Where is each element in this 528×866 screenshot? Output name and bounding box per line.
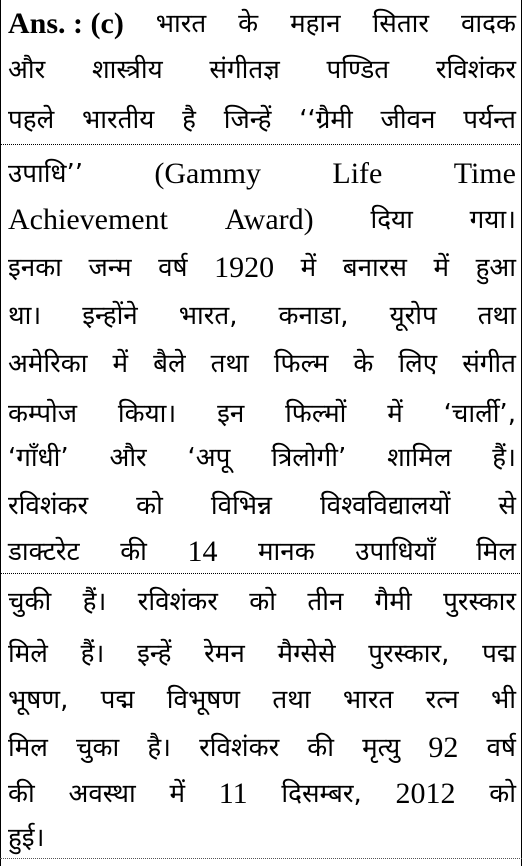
text-word: (Gammy — [154, 157, 262, 190]
text-word: फिल्मों — [285, 399, 347, 429]
text-word: है — [182, 105, 196, 135]
dotted-divider — [0, 144, 522, 145]
text-word: अवस्था — [68, 779, 136, 809]
text-word: पुरस्कार, — [368, 639, 450, 669]
text-line — [8, 196, 516, 244]
text-word: की — [8, 779, 35, 809]
text-word: जन्म — [88, 253, 132, 283]
text-word: चुका — [76, 733, 120, 763]
text-word: था। — [8, 301, 42, 331]
text-word: भारत — [155, 9, 207, 39]
text-line — [8, 676, 516, 724]
text-word: हैं। — [80, 639, 105, 669]
text-word: तथा — [477, 301, 516, 331]
text-word: किया। — [117, 399, 177, 429]
text-line — [8, 630, 516, 678]
text-word: कम्पोज — [8, 399, 78, 429]
text-word: लिए — [398, 349, 438, 379]
text-line — [8, 578, 516, 626]
text-word: पण्डित — [326, 55, 390, 85]
text-word: में — [112, 349, 129, 379]
text-word: हैं। — [82, 587, 107, 617]
text-word: संगीत — [462, 349, 516, 379]
text-word: Time — [453, 157, 516, 190]
text-word: बैले — [153, 349, 186, 379]
text-line — [8, 434, 516, 482]
text-word: कनाडा, — [278, 301, 349, 331]
text-word: के — [238, 9, 259, 39]
text-word: रत्न — [425, 685, 459, 715]
text-word: की — [120, 537, 147, 567]
text-word: पद्म — [100, 685, 135, 715]
text-word: तथा — [272, 685, 311, 715]
text-word: विश्वविद्यालयों — [319, 491, 451, 521]
text-word: यूरोप — [389, 301, 437, 331]
text-word: रविशंकर — [435, 55, 516, 85]
text-word: डाक्टरेट — [8, 537, 80, 567]
text-word: विभिन्न — [210, 491, 272, 521]
text-word: तथा — [210, 349, 249, 379]
text-line — [8, 292, 516, 340]
text-word: भारत — [342, 685, 394, 715]
text-word: रविशंकर — [8, 491, 89, 521]
text-word: मृत्यु — [362, 733, 401, 763]
text-word: पुरस्कार — [443, 587, 516, 617]
text-line — [8, 0, 516, 48]
text-word: विभूषण — [166, 685, 241, 715]
text-word: जीवन — [380, 105, 436, 135]
text-word: मिले — [8, 639, 48, 669]
text-word: Achievement — [8, 203, 168, 236]
text-word: भारत, — [178, 301, 238, 331]
text-word: से — [498, 491, 516, 521]
text-word: उपाधियाँ — [355, 537, 436, 567]
text-word: 2012 — [395, 777, 456, 810]
text-line — [8, 482, 516, 530]
text-word: त्रिलोगी’ — [271, 443, 347, 473]
text-word: और — [8, 55, 46, 85]
text-line — [8, 528, 516, 576]
text-word: में — [387, 399, 403, 429]
text-word: 92 — [428, 731, 459, 764]
text-word: की — [307, 733, 334, 763]
text-word: फिल्म — [273, 349, 329, 379]
text-word: शामिल — [387, 443, 452, 473]
text-word: दिसम्बर, — [281, 779, 362, 809]
text-word: अमेरिका — [8, 349, 88, 379]
text-line — [8, 244, 516, 292]
text-word: ‘चार्ली’, — [443, 399, 516, 429]
text-word: ‘गाँधी’ — [8, 443, 69, 473]
text-word: मिल — [8, 733, 48, 763]
text-word: महान — [290, 9, 341, 39]
text-word: गैमी — [374, 587, 412, 617]
text-line — [8, 150, 516, 198]
text-word: रविशंकर — [137, 587, 218, 617]
text-word: 11 — [218, 777, 248, 810]
text-word: हुई। — [8, 823, 45, 853]
text-word: जिन्हें — [223, 105, 272, 135]
text-word: इनका — [8, 253, 62, 283]
text-word: और — [109, 443, 147, 473]
text-word: के — [353, 349, 374, 379]
text-word: पहले — [8, 105, 55, 135]
text-word: में — [433, 253, 450, 283]
text-word: 1920 — [214, 251, 275, 284]
text-word: हुआ — [475, 253, 516, 283]
text-word: तीन — [307, 587, 344, 617]
text-word: हैं। — [492, 443, 516, 473]
text-word: शास्त्रीय — [91, 55, 163, 85]
text-word: पद्म — [482, 639, 516, 669]
text-word: ‘‘ग्रैमी — [299, 105, 353, 135]
text-word: इन — [217, 399, 245, 429]
text-word: को — [489, 779, 516, 809]
text-line — [8, 46, 516, 94]
text-line — [8, 814, 516, 862]
text-word: ‘अपू — [187, 443, 231, 473]
text-line — [8, 724, 516, 772]
text-word: इन्हें — [137, 639, 172, 669]
text-word: है। — [147, 733, 171, 763]
text-word: मैग्सेसे — [277, 639, 336, 669]
text-word: मानक — [258, 537, 315, 567]
text-line — [8, 390, 516, 438]
text-word: पर्यन्त — [463, 105, 516, 135]
text-word: वर्ष — [158, 253, 188, 283]
text-word: में — [300, 253, 317, 283]
text-word: वर्ष — [486, 733, 516, 763]
text-word: गया। — [469, 205, 516, 235]
text-word: सितार — [372, 9, 430, 39]
text-word: Life — [332, 157, 383, 190]
text-word: रविशंकर — [199, 733, 280, 763]
text-word: बनारस — [342, 253, 407, 283]
text-word: उपाधि’’ — [8, 159, 84, 189]
text-word: को — [136, 491, 163, 521]
text-word: दिया — [370, 205, 413, 235]
text-line — [8, 340, 516, 388]
text-word: मिल — [476, 537, 516, 567]
text-word: संगीतज्ञ — [209, 55, 280, 85]
text-line — [8, 96, 516, 144]
text-word: 14 — [187, 535, 218, 568]
text-word: भी — [490, 685, 516, 715]
answer-label: Ans. : (c) — [8, 7, 124, 40]
text-word: भारतीय — [82, 105, 155, 135]
text-word: रेमन — [204, 639, 245, 669]
text-word: वादक — [460, 9, 516, 39]
text-word: भूषण, — [8, 685, 69, 715]
text-word: चुकी — [8, 587, 52, 617]
text-word: इन्होंने — [82, 301, 138, 331]
text-word: को — [249, 587, 276, 617]
text-word: में — [169, 779, 186, 809]
text-line — [8, 770, 516, 818]
text-word: Award) — [224, 203, 314, 236]
